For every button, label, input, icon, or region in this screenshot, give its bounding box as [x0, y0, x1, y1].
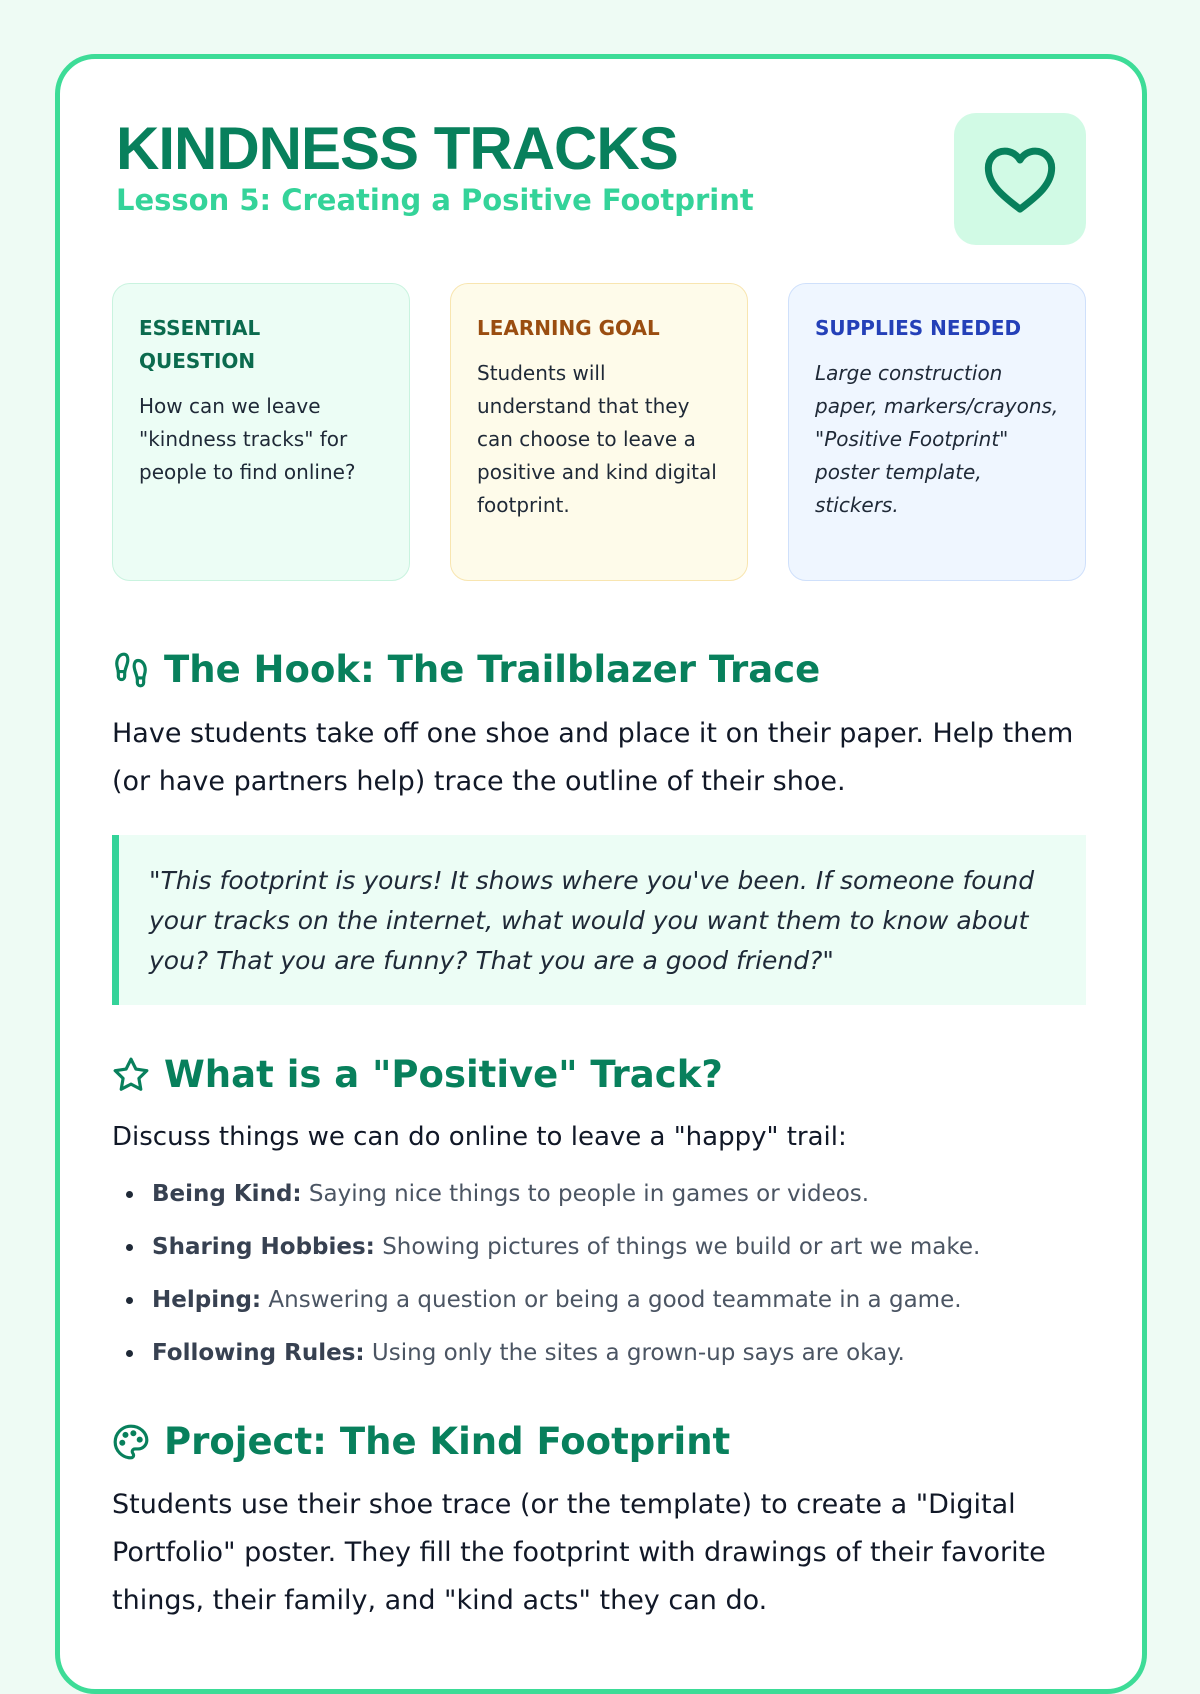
list-item-desc: Answering a question or being a good teammate in a game.: [261, 1287, 962, 1313]
list-item: [112, 1230, 1086, 1283]
hook-quote: "This footprint is yours! It shows where you've been. If someone found your tracks on the internet, what would you want them to know about you? That you are funny? That you are a good friend?": [112, 835, 1086, 1005]
hook-section-title: [112, 648, 820, 691]
palette-icon: [112, 1423, 150, 1461]
star-icon: [112, 1056, 150, 1094]
lesson-title: KINDNESS TRACKS: [116, 115, 678, 182]
list-item: [112, 1283, 1086, 1336]
essential-question-label: ESSENTIAL QUESTION: [139, 316, 261, 373]
list-item-desc: Showing pictures of things we build or art we make.: [374, 1234, 981, 1260]
lesson-subtitle: Lesson 5: Creating a Positive Footprint: [116, 183, 754, 217]
learning-goal-label: LEARNING GOAL: [477, 316, 660, 340]
project-title-text: Project: The Kind Footprint: [164, 1420, 731, 1463]
list-item-term: Following Rules:: [152, 1340, 365, 1366]
list-item-term: Helping:: [152, 1287, 262, 1313]
info-boxes-row: [112, 283, 1086, 581]
project-paragraph: Students use their shoe trace (or the template) to create a "Digital Portfolio" poster. They fill the footprint with drawings of their favorite things, their family, and "kind acts" they can do.: [112, 1489, 1046, 1616]
list-item-desc: Saying nice things to people in games or videos.: [301, 1181, 870, 1207]
positive-intro: Discuss things we can do online to leave a "happy" trail:: [112, 1122, 847, 1152]
positive-title-text: What is a "Positive" Track?: [164, 1053, 723, 1096]
learning-goal-text: Students will understand that they can choose to leave a positive and kind digital footprint.: [477, 361, 717, 517]
essential-question-box: [112, 283, 410, 581]
supplies-needed-text: Large construction paper, markers/crayons, "Positive Footprint" poster template, stickers.: [815, 361, 1059, 517]
supplies-needed-box: [788, 283, 1086, 581]
list-item-desc: Using only the sites a grown-up says are okay.: [364, 1340, 905, 1366]
hook-paragraph: Have students take off one shoe and place it on their paper. Help them (or have partners help) trace the outline of their shoe.: [112, 718, 1074, 797]
project-section-title: [112, 1420, 730, 1463]
lesson-header: [116, 59, 1086, 239]
supplies-needed-label: SUPPLIES NEEDED: [815, 316, 1022, 340]
list-item-term: Sharing Hobbies:: [152, 1234, 375, 1260]
heart-badge: [954, 113, 1086, 245]
list-item: [112, 1177, 1086, 1230]
footprints-icon: [112, 651, 150, 689]
list-item-term: Being Kind:: [152, 1181, 302, 1207]
list-item: [112, 1336, 1086, 1389]
learning-goal-box: [450, 283, 748, 581]
positive-section-title: [112, 1053, 723, 1096]
essential-question-text: How can we leave "kindness tracks" for people to find online?: [139, 394, 356, 484]
positive-list: [112, 1177, 1086, 1389]
hook-title-text: The Hook: The Trailblazer Trace: [164, 648, 821, 691]
heart-icon: [982, 144, 1058, 214]
